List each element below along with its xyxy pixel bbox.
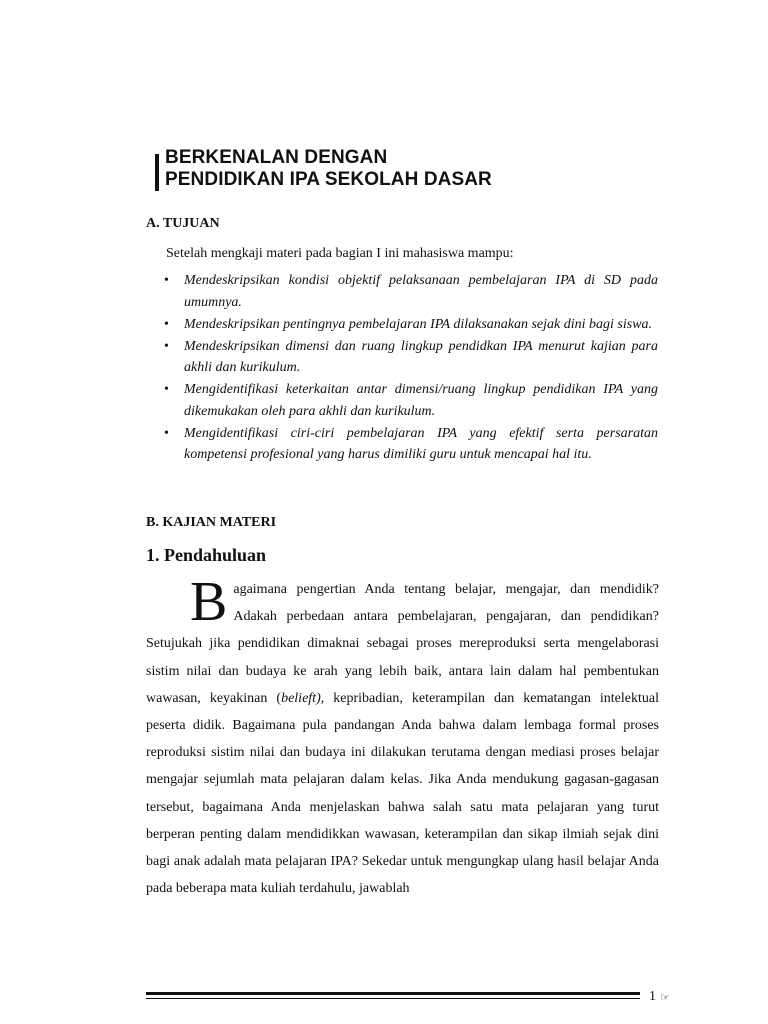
list-item-text: Mengidentifikasi keterkaitan antar dimensi/ruang lingkup pendidikan IPA yang dikemukakan oleh para akhli dan kurikulum. [184,382,658,419]
title-line-1: BERKENALAN DENGAN [165,147,388,168]
paragraph-italic-term: belieft) [281,690,321,706]
footer-rule-thick [146,992,640,995]
bullet-icon: • [164,338,169,354]
bullet-icon: • [164,273,169,288]
list-item [164,336,658,379]
title-line-2: PENDIDIKAN IPA SEKOLAH DASAR [165,169,492,190]
paragraph-text-part1: agaimana pengertian Anda tentang belajar, mengajar, dan mendidik? Adakah perbedaan antara pembelajaran, pengajaran, dan pendidikan? Setujukah jika pendidikan dimaknai sebagai proses mereproduksi serta mengelaborasi sistim nilai dan budaya ke arah yang lebih baik, antara lain dalam hal pembentukan wawasan, keyakinan ( [146,582,659,706]
list-item [164,379,658,422]
list-item-text: Mendeskripsikan kondisi objektif pelaksanaan pembelajaran IPA di SD pada umumnya. [184,273,658,310]
bullet-icon: • [164,316,169,332]
page-number: 1 [649,989,656,1004]
drop-cap: B [190,571,228,633]
list-item [164,270,658,313]
objectives-list [164,270,658,466]
list-item-text: Mendeskripsikan pentingnya pembelajaran IPA dilaksanakan sejak dini bagi siswa. [184,316,653,332]
title-accent-bar [155,154,159,191]
intro-paragraph-block [146,571,659,902]
list-item-text: Mengidentifikasi ciri-ciri pembelajaran IPA yang efektif serta persaratan kompetensi profesional yang harus dimiliki guru untuk mencapai hal itu. [184,425,658,462]
footer-rule-thin [146,998,640,999]
objectives-intro: Setelah mengkaji materi pada bagian I ini mahasiswa mampu: [166,246,514,261]
section-heading-tujuan: A. TUJUAN [146,216,220,231]
list-item-text: Mendeskripsikan dimensi dan ruang lingkup pendidkan IPA menurut kajian para akhli dan kurikulum. [184,338,658,375]
pointing-hand-icon: ☞ [660,991,670,1004]
paragraph-text-part2: , kepribadian, keterampilan dan kematangan intelektual peserta didik. Bagaimana pula pandangan Anda bahwa dalam lembaga formal proses reproduksi sistim nilai dan budaya ini dilakukan terutama dengan mediasi proses belajar mengajar sejumlah mata pelajaran dalam kelas. Jika Anda mendukung gagasan-gagasan tersebut, bagaimana Anda menjelaskan bahwa salah satu mata pelajaran yang turut berperan penting dalam mendidikkan wawasan, keterampilan dan sikap ilmiah sejak dini bagi anak adalah mata pelajaran IPA? Sekedar untuk mengungkap ulang hasil belajar Anda pada beberapa mata kuliah terdahulu, jawablah [146,690,659,897]
bullet-icon: • [164,382,169,397]
subsection-heading-pendahuluan: 1. Pendahuluan [146,545,267,565]
bullet-icon: • [164,425,169,441]
list-item [164,314,658,336]
section-heading-kajian-materi: B. KAJIAN MATERI [146,515,277,530]
list-item [164,423,658,466]
